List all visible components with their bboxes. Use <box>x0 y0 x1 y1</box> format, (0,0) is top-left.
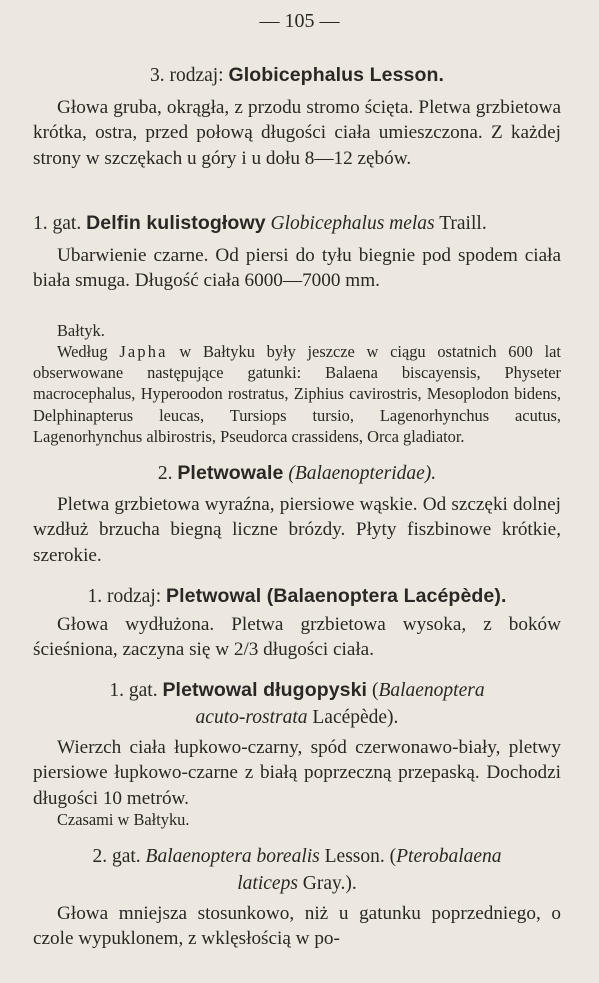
baltic-note <box>33 341 561 447</box>
species-2-open-paren: ( <box>389 846 397 867</box>
species-pletwowal-open-paren: ( <box>371 680 379 701</box>
baltic-text: w Bałtyku były jeszcze w ciągu ostatnich 600 lat obserwowane następujące gatunki: Balaena biscayensis, Physeter macrocephalus, Hyperoodon rostratus, Ziphius cavirostris, Mesoplodon bidens, Delphinapterus leucas, Tursiops tursio, Lagenorhynchus acutus, Lagenorhynchus albirostris, Pseudorca crassidens, Orca gladiator. <box>33 342 561 446</box>
species-2-description: Głowa mniejsza stosunkowo, niż u gatunku poprzedniego, o czole wypuklonem, z wklęsłością w po- <box>33 903 561 950</box>
species-2-syn-author: Gray.). <box>302 873 357 894</box>
species-pletwowal-heading <box>33 677 561 731</box>
genus-1-name: Pletwowal (Balaenoptera Lacépède). <box>166 585 507 607</box>
genus-3-description: Głowa gruba, okrągła, z przodu stromo ścięta. Pletwa grzbietowa krótka, ostra, przed połową długości ciała umieszczona. Z każdej strony w szczękach u góry i u dołu 8—12 zębów. <box>33 97 561 169</box>
species-delfin-prefix: 1. gat. <box>33 213 82 234</box>
genus-3-heading <box>33 62 561 89</box>
species-delfin-description: Ubarwienie czarne. Od piersi do tyłu biegnie pod spodem ciała biała smuga. Długość ciała 6000—7000 mm. <box>33 245 561 292</box>
genus-1-prefix: 1. rodzaj: <box>87 586 162 607</box>
family-2-latin: (Balaenopteridae). <box>288 463 437 484</box>
species-2-syn-1: Pterobalaena <box>396 846 502 867</box>
baltic-location: Bałtyk. <box>57 321 105 340</box>
species-pletwowal-latin-2: acuto-rostrata <box>195 707 308 728</box>
genus-1-heading <box>33 583 561 610</box>
species-pletwowal-description: Wierzch ciała łupkowo-czarny, spód czerwonawo-biały, pletwy piersiowe łupkowo-czarne z białą poprzeczną przepaską. Dochodzi długości 10 metrów. <box>33 737 561 809</box>
family-2-heading <box>33 460 561 487</box>
baltic-author: Japha <box>119 342 168 361</box>
genus-3-name: Globicephalus Lesson. <box>228 64 445 86</box>
species-2-heading <box>33 843 561 897</box>
family-2-description: Pletwa grzbietowa wyraźna, piersiowe wąskie. Od szczęki dolnej wzdłuż brzucha biegną liczne brózdy. Płyty fiszbinowe krótkie, szerokie. <box>33 494 561 566</box>
species-delfin-name: Delfin kulistogłowy <box>86 212 266 234</box>
species-pletwowal-name: Pletwowal długopyski <box>162 679 368 701</box>
species-delfin-latin: Globicephalus melas <box>270 213 435 234</box>
species-2-author: Lesson. <box>324 846 385 867</box>
species-pletwowal-latin-1: Balaenoptera <box>378 680 485 701</box>
species-pletwowal-note: Czasami w Bałtyku. <box>57 810 190 829</box>
family-2-prefix: 2. <box>157 463 173 484</box>
species-2-latin: Balaenoptera borealis <box>145 846 320 867</box>
species-delfin-author: Traill. <box>439 213 487 234</box>
species-pletwowal-author: Lacépède). <box>312 707 399 728</box>
family-2-name: Pletwowale <box>177 462 284 484</box>
genus-3-prefix: 3. rodzaj: <box>149 65 224 86</box>
species-pletwowal-prefix: 1. gat. <box>109 680 158 701</box>
species-delfin-heading <box>33 210 561 237</box>
species-2-prefix: 2. gat. <box>92 846 141 867</box>
species-2-syn-2: laticeps <box>237 873 298 894</box>
page-number: — 105 — <box>259 10 340 32</box>
genus-1-description: Głowa wydłużona. Pletwa grzbietowa wysoka, z boków ścieśniona, zaczyna się w 2/3 długości ciała. <box>33 614 561 661</box>
baltic-according: Według <box>57 342 108 361</box>
